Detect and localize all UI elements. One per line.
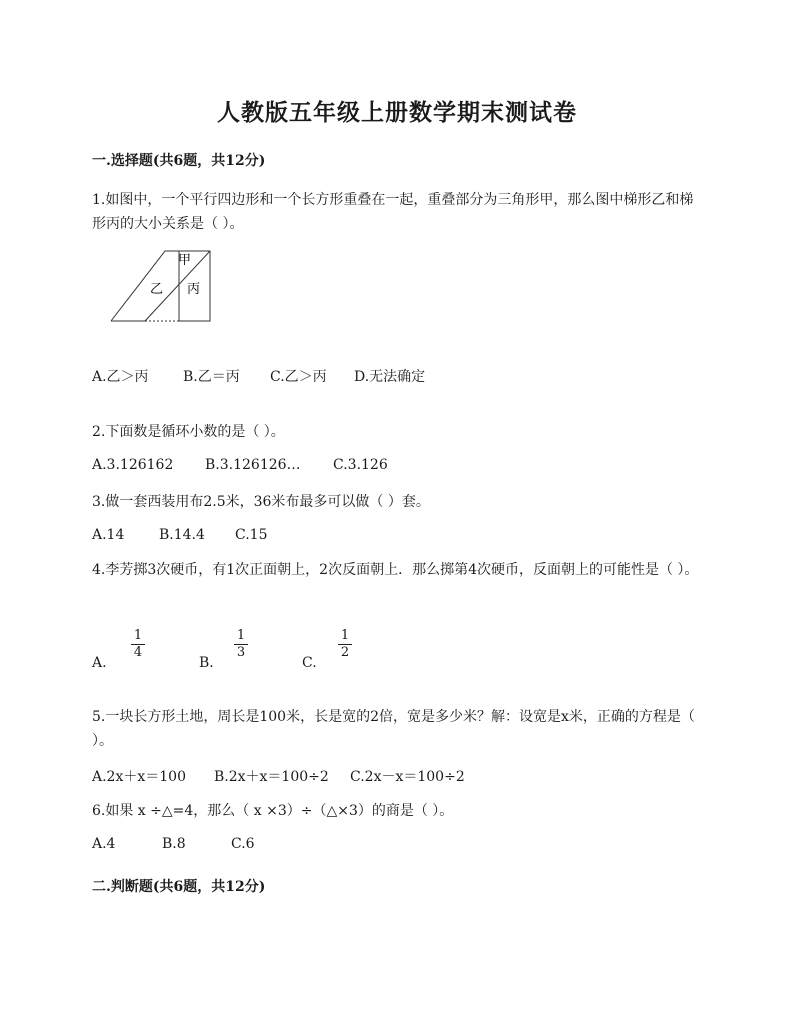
fraction-denominator: 3 <box>236 645 246 660</box>
question-1-stem: 1.如图中，一个平行四边形和一个长方形重叠在一起，重叠部分为三角形甲，那么图中梯形乙和梯形丙的大小关系是（ ）。 <box>92 192 694 232</box>
fraction-denominator: 2 <box>340 645 350 660</box>
q4-option-b-label: B. <box>199 655 214 671</box>
label-jia: 甲 <box>178 253 192 268</box>
section-heading-choice: 一.选择题(共6题，共12分) <box>92 153 266 169</box>
q4-option-a-fraction <box>130 628 146 661</box>
q5-option-a: A.2x＋x＝100 <box>92 769 186 785</box>
q3-option-a: A.14 <box>92 527 125 543</box>
q6-option-b: B.8 <box>162 836 186 852</box>
q4-option-a-label: A. <box>92 655 107 671</box>
q5-option-b: B.2x＋x＝100÷2 <box>214 769 329 785</box>
q1-option-c: C.乙＞丙 <box>270 369 327 385</box>
fraction-denominator: 4 <box>133 645 143 660</box>
q6-option-c: C.6 <box>231 836 255 852</box>
label-bing: 丙 <box>187 282 201 297</box>
page-title: 人教版五年级上册数学期末测试卷 <box>217 99 577 126</box>
q2-option-b: B.3.126126… <box>205 457 301 473</box>
section-heading-judgment: 二.判断题(共6题，共12分) <box>92 879 266 895</box>
q3-option-c: C.15 <box>235 527 268 543</box>
question-1-figure <box>105 248 225 328</box>
q1-option-d: D.无法确定 <box>354 369 426 385</box>
q4-option-c-fraction <box>337 628 353 661</box>
q4-option-b-fraction <box>233 628 249 661</box>
fraction-numerator: 1 <box>133 628 143 643</box>
q5-option-c: C.2x－x＝100÷2 <box>350 769 465 785</box>
q1-option-a: A.乙＞丙 <box>92 369 149 385</box>
q2-option-a: A.3.126162 <box>92 457 174 473</box>
question-2-stem: 2.下面数是循环小数的是（ ）。 <box>92 424 285 440</box>
question-3-stem: 3.做一套西装用布2.5米，36米布最多可以做（ ）套。 <box>92 494 430 510</box>
label-yi: 乙 <box>150 282 164 297</box>
fraction-numerator: 1 <box>340 628 350 643</box>
q2-option-c: C.3.126 <box>333 457 388 473</box>
fraction-numerator: 1 <box>236 628 246 643</box>
q1-option-b: B.乙＝丙 <box>183 369 240 385</box>
q3-option-b: B.14.4 <box>159 527 205 543</box>
question-5-stem: 5.一块长方形土地，周长是100米，长是宽的2倍，宽是多少米？解：设宽是x米，正确的方程是（ ）。 <box>92 709 695 749</box>
q4-option-c-label: C. <box>302 655 317 671</box>
question-6-stem: 6.如果 x ÷△=4，那么（ x ×3）÷（△×3）的商是（ ）。 <box>92 803 454 819</box>
q6-option-a: A.4 <box>92 836 116 852</box>
question-4-stem: 4.李芳掷3次硬币，有1次正面朝上，2次反面朝上．那么掷第4次硬币，反面朝上的可能性是（ ）。 <box>92 562 699 578</box>
